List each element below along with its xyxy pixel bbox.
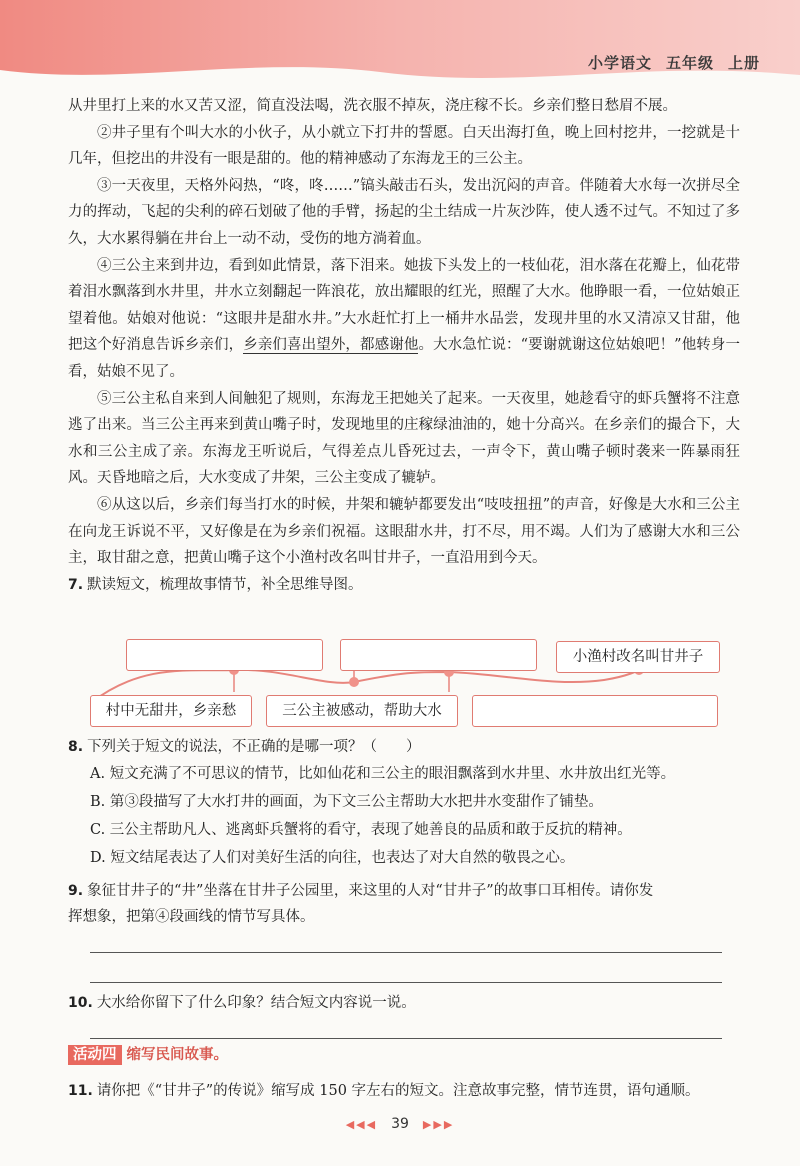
question-9 bbox=[68, 878, 740, 904]
story-paragraph-5: ⑤三公主私自来到人间触犯了规则，东海龙王把她关了起来。一天夜里，她趁看守的虾兵蟹将不注意逃了出来。当三公主再来到黄山嘴子时，发现地里的庄稼绿油油的，她十分高兴。在乡亲们的撮合下，大水和三公主成了亲。东海龙王听说后，气得差点儿昏死过去，一声令下，黄山嘴子顿时袭来一阵暴雨狂风。天昏地暗之后，大水变成了井架，三公主变成了辘轳。 bbox=[68, 390, 740, 487]
plot-mindmap bbox=[84, 632, 734, 732]
activity-badge: 活动四 bbox=[68, 1045, 122, 1065]
story-paragraph-4 bbox=[68, 253, 740, 386]
header-grade: 五年级 bbox=[665, 54, 714, 72]
question-10-number: 10. bbox=[68, 995, 93, 1011]
header-volume: 上册 bbox=[727, 54, 760, 72]
activity-heading bbox=[68, 1043, 228, 1064]
question-8-text: 下列关于短文的说法，不正确的是哪一项？（ ） bbox=[87, 739, 421, 755]
story-paragraph-6: ⑥从这以后，乡亲们每当打水的时候，井架和辘轳都要发出“吱吱扭扭”的声音，好像是大水和三公主在向龙王诉说不平，又好像是在为乡亲们祝福。这眼甜水井，打不尽，用不竭。人们为了感谢大水和三公主，取甘甜之意，把黄山嘴子这个小渔村改名叫甘井子，一直沿用到今天。 bbox=[68, 496, 740, 567]
question-11 bbox=[68, 1078, 748, 1104]
page-footer bbox=[0, 1116, 800, 1132]
question-7-text: 默读短文，梳理故事情节，补全思维导图。 bbox=[87, 576, 363, 593]
header-title bbox=[574, 52, 760, 73]
mindmap-box-blank-3[interactable] bbox=[472, 695, 718, 727]
question-9-line-1: 象征甘井子的“井”坐落在甘井子公园里，来这里的人对“甘井子”的故事口耳相传。请你发 bbox=[87, 883, 654, 899]
question-7 bbox=[68, 572, 740, 598]
question-8-option-c[interactable]: C. 三公主帮助凡人、逃离虾兵蟹将的看守，表现了她善良的品质和敢于反抗的精神。 bbox=[90, 822, 632, 838]
question-9-block bbox=[68, 878, 740, 930]
next-arrows-icon: ▶▶▶ bbox=[422, 1118, 455, 1131]
mindmap-box-bottom-mid: 三公主被感动，帮助大水 bbox=[266, 695, 458, 727]
page-content bbox=[68, 93, 740, 598]
question-8 bbox=[68, 734, 748, 760]
activity-title: 缩写民间故事。 bbox=[126, 1047, 228, 1063]
prev-arrows-icon: ◀◀◀ bbox=[345, 1118, 378, 1131]
answer-line-10[interactable] bbox=[90, 1038, 722, 1039]
answer-line-9b[interactable] bbox=[90, 982, 722, 983]
mindmap-box-top-right: 小渔村改名叫甘井子 bbox=[556, 641, 720, 673]
question-8-option-a[interactable]: A. 短文充满了不可思议的情节，比如仙花和三公主的眼泪飘落到水井里、水井放出红光等。 bbox=[90, 766, 676, 782]
mindmap-box-blank-2[interactable] bbox=[340, 639, 537, 671]
question-10-block bbox=[68, 990, 740, 1016]
mindmap-box-bottom-left: 村中无甜井，乡亲愁 bbox=[90, 695, 252, 727]
question-9-line-2: 挥想象，把第④段画线的情节写具体。 bbox=[68, 909, 315, 925]
mindmap-box-blank-1[interactable] bbox=[126, 639, 323, 671]
question-8-number: 8. bbox=[68, 739, 84, 755]
story-p4-part-b: 。大水急忙说：“要谢就谢这位姑娘吧！”他转身一看，姑娘不见了。 bbox=[68, 337, 740, 380]
question-11-number: 11. bbox=[68, 1083, 93, 1099]
header-band bbox=[0, 0, 800, 90]
header-subject: 小学语文 bbox=[587, 54, 652, 72]
story-p4-part-a: ④三公主来到井边，看到如此情景，落下泪来。她拔下头发上的一枝仙花，泪水落在花瓣上，仙花带着泪水飘落到水井里，井水立刻翻起一阵浪花，放出耀眼的红光，照醒了大水。他睁眼一看，一位姑娘正望着他。姑娘对他说：“这眼井是甜水井。”大水赶忙打上一桶井水品尝，发现井里的水又清凉又甘甜，他把这个好消息告诉乡亲们， bbox=[68, 257, 740, 354]
answer-line-9a[interactable] bbox=[90, 952, 722, 953]
question-10 bbox=[68, 990, 740, 1016]
story-paragraph-2: ②井子里有个叫大水的小伙子，从小就立下打井的誓愿。白天出海打鱼，晚上回村挖井，一挖就是十几年，但挖出的井没有一眼是甜的。他的精神感动了东海龙王的三公主。 bbox=[68, 124, 740, 168]
question-11-text: 请你把《“甘井子”的传说》缩写成 150 字左右的短文。注意故事完整，情节连贯，语句通顺。 bbox=[96, 1083, 700, 1099]
question-8-option-b[interactable]: B. 第③段描写了大水打井的画面，为下文三公主帮助大水把井水变甜作了铺垫。 bbox=[90, 794, 603, 810]
story-p4-underlined: 乡亲们喜出望外，都感谢他 bbox=[243, 337, 419, 354]
question-9-number: 9. bbox=[68, 883, 84, 899]
question-7-number: 7. bbox=[68, 576, 84, 593]
page-number: 39 bbox=[391, 1116, 409, 1132]
question-11-block bbox=[68, 1078, 748, 1104]
story-paragraph-1: 从井里打上来的水又苦又涩，简直没法喝，洗衣服不掉灰，浇庄稼不长。乡亲们整日愁眉不展。 bbox=[68, 98, 677, 114]
question-10-text: 大水给你留下了什么印象？结合短文内容说一说。 bbox=[96, 995, 416, 1011]
question-8-option-d[interactable]: D. 短文结尾表达了人们对美好生活的向往，也表达了对大自然的敬畏之心。 bbox=[90, 850, 575, 866]
question-8-block bbox=[68, 734, 748, 872]
story-paragraph-3: ③一天夜里，天格外闷热，“咚，咚……”镐头敲击石头，发出沉闷的声音。伴随着大水每一次拼尽全力的挥动，飞起的尖利的碎石划破了他的手臂，扬起的尘土结成一片灰沙阵，使人透不过气。不知过了多久，大水累得躺在井台上一动不动，受伤的地方淌着血。 bbox=[68, 177, 740, 247]
